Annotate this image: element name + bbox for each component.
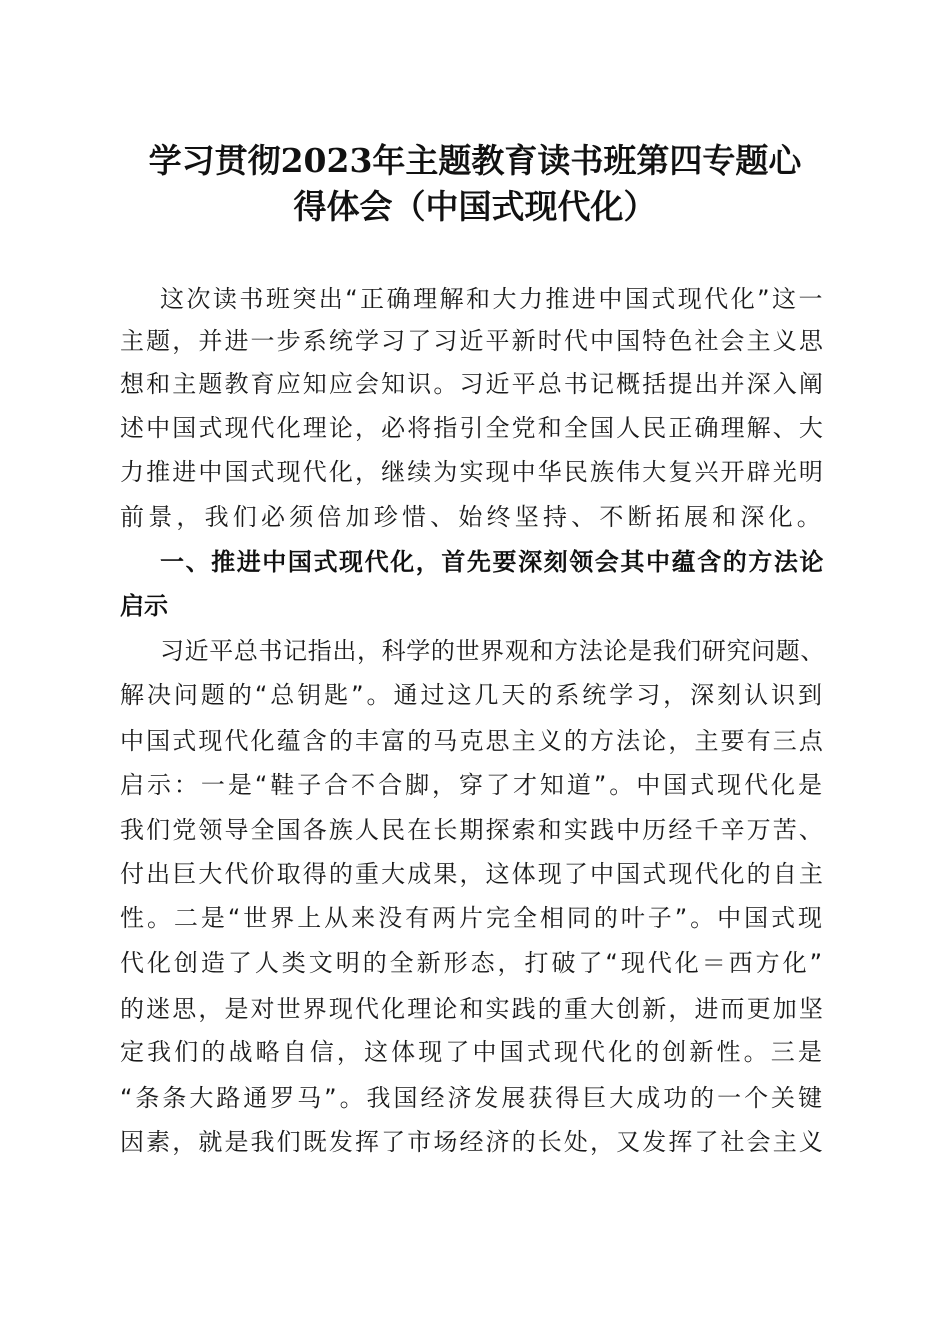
title-line-1: 学习贯彻2023年主题教育读书班第四专题心 bbox=[148, 141, 802, 180]
body-line: 启示：一是“鞋子合不合脚，穿了才知道”。中国式现代化是 bbox=[120, 771, 825, 799]
body-line: “条条大路通罗马”。我国经济发展获得巨大成功的一个关键 bbox=[120, 1084, 825, 1112]
body-line: 我们党领导全国各族人民在长期探索和实践中历经千辛万苦、 bbox=[120, 816, 825, 844]
document-title bbox=[100, 138, 850, 230]
body-line: 代化创造了人类文明的全新形态，打破了“现代化＝西方化” bbox=[120, 949, 825, 977]
body-line: 定我们的战略自信，这体现了中国式现代化的创新性。三是 bbox=[120, 1038, 825, 1066]
section-heading-line: 启示 bbox=[120, 592, 168, 620]
body-line: 前景，我们必须倍加珍惜、始终坚持、不断拓展和深化。 bbox=[120, 503, 825, 531]
body-line: 述中国式现代化理论，必将指引全党和全国人民正确理解、大 bbox=[120, 414, 825, 442]
body-line: 解决问题的“总钥匙”。通过这几天的系统学习，深刻认识到 bbox=[120, 681, 825, 709]
body-line: 中国式现代化蕴含的丰富的马克思主义的方法论，主要有三点 bbox=[120, 727, 825, 755]
body-line: 性。二是“世界上从来没有两片完全相同的叶子”。中国式现 bbox=[120, 904, 825, 932]
body-line: 这次读书班突出“正确理解和大力推进中国式现代化”这一 bbox=[160, 285, 825, 313]
body-line: 付出巨大代价取得的重大成果，这体现了中国式现代化的自主 bbox=[120, 860, 825, 888]
body-line: 想和主题教育应知应会知识。习近平总书记概括提出并深入阐 bbox=[120, 370, 825, 398]
body-line: 因素，就是我们既发挥了市场经济的长处，又发挥了社会主义 bbox=[120, 1128, 825, 1156]
body-line: 力推进中国式现代化，继续为实现中华民族伟大复兴开辟光明 bbox=[120, 458, 825, 486]
body-line: 主题，并进一步系统学习了习近平新时代中国特色社会主义思 bbox=[120, 327, 825, 355]
body-line: 习近平总书记指出，科学的世界观和方法论是我们研究问题、 bbox=[160, 637, 825, 665]
body-line: 的迷思，是对世界现代化理论和实践的重大创新，进而更加坚 bbox=[120, 995, 825, 1023]
section-heading-line: 一、推进中国式现代化，首先要深刻领会其中蕴含的方法论 bbox=[160, 548, 825, 576]
title-line-2: 得体会（中国式现代化） bbox=[293, 187, 657, 226]
